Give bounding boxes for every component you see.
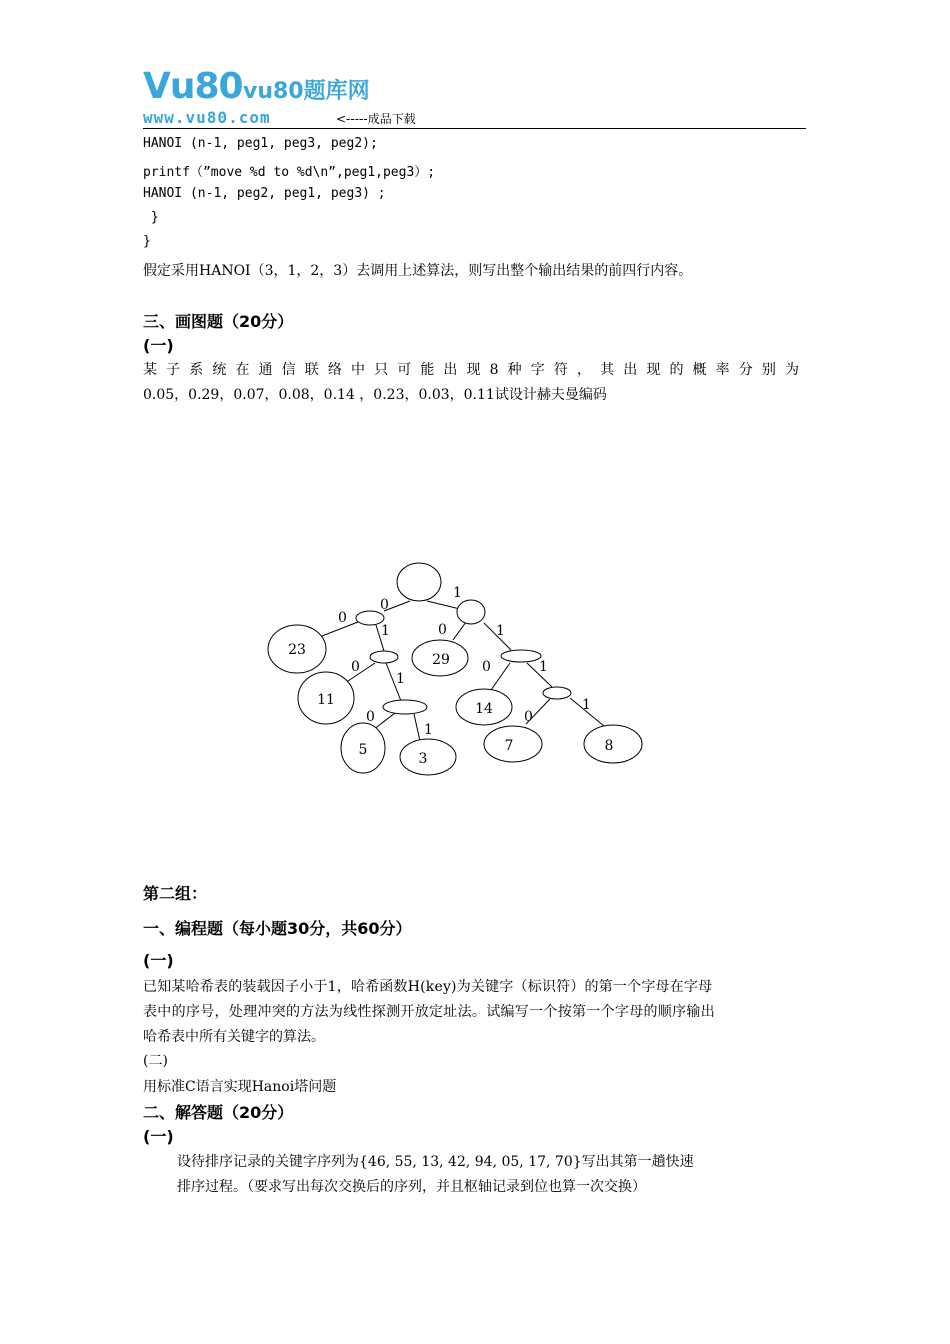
programming-q1-line3: 哈希表中所有关键字的算法。 bbox=[143, 1029, 325, 1045]
answer-q1-line2: 排序过程。（要求写出每次交换后的序列，并且枢轴记录到位也算一次交换） bbox=[177, 1179, 646, 1195]
programming-q2-text: 用标准C语言实现Hanoi塔问题 bbox=[143, 1079, 337, 1095]
edge-label: 0 bbox=[482, 659, 491, 675]
group2-title: 第二组： bbox=[143, 884, 208, 903]
edge-label: 1 bbox=[582, 697, 591, 713]
edge-label: 1 bbox=[539, 659, 548, 675]
section3-line2: 0.05，0.29，0.07，0.08，0.14 ，0.23，0.03，0.11试设计赫夫曼编码 bbox=[143, 387, 607, 403]
tree-node-internal bbox=[543, 687, 571, 699]
edge-label: 1 bbox=[496, 623, 505, 639]
leaf-label-14: 14 bbox=[475, 701, 493, 717]
edge-label: 0 bbox=[338, 610, 347, 626]
question-hanoi-call: 假定采用HANOI（3，1，2，3）去调用上述算法，则写出整个输出结果的前四行内容。 bbox=[143, 263, 693, 279]
tree-node-root bbox=[397, 563, 441, 601]
code-line-5: } bbox=[143, 234, 151, 249]
leaf-label-3: 3 bbox=[418, 751, 428, 767]
programming-q1-line2: 表中的序号，处理冲突的方法为线性探测开放定址法。试编写一个按第一个字母的顺序输出 bbox=[143, 1004, 715, 1020]
edge-label: 1 bbox=[453, 585, 462, 601]
edge-label: 0 bbox=[366, 709, 375, 725]
edge-label: 0 bbox=[438, 622, 447, 638]
answer-q1-sub: (一) bbox=[143, 1127, 174, 1146]
logo-mark: ꓦu80 bbox=[143, 66, 243, 107]
edge-label: 0 bbox=[380, 597, 389, 613]
tree-edge bbox=[345, 663, 375, 683]
leaf-label-5: 5 bbox=[358, 742, 368, 758]
download-link[interactable]: <-----成品下载 bbox=[336, 112, 416, 126]
tree-node-internal bbox=[370, 651, 398, 663]
section3-line1: 某子系统在通信联络中只可能出现8种字符，其出现的概率分别为 bbox=[143, 362, 805, 378]
edge-label: 1 bbox=[424, 722, 433, 738]
leaf-label-11: 11 bbox=[317, 692, 335, 708]
tree-edge bbox=[491, 663, 510, 690]
tree-node-internal bbox=[501, 650, 541, 662]
edge-label: 1 bbox=[381, 623, 390, 639]
tree-edge bbox=[453, 622, 466, 640]
code-line-4: } bbox=[143, 210, 159, 225]
tree-node-internal bbox=[457, 600, 485, 624]
programming-q1-sub: (一) bbox=[143, 951, 174, 970]
programming-section-title: 一、编程题（每小题30分，共60分） bbox=[143, 919, 412, 938]
tree-node-internal bbox=[383, 700, 427, 714]
programming-q1-line1: 已知某哈希表的装载因子小于1，哈希函数H(key)为关键字（标识符）的第一个字母在字母 bbox=[143, 979, 713, 995]
programming-q2-sub: (二) bbox=[143, 1053, 168, 1069]
edge-label: 0 bbox=[524, 709, 533, 725]
tree-leaf-3 bbox=[400, 739, 456, 775]
code-line-2: printf（”move %d to %d\n”,peg1,peg3）; bbox=[143, 165, 436, 180]
leaf-label-8: 8 bbox=[604, 738, 614, 754]
answer-section-title: 二、解答题（20分） bbox=[143, 1103, 294, 1122]
answer-q1-line1: 设待排序记录的关键字序列为{46, 55, 13, 42, 94, 05, 17, 70}写出其第一趟快速 bbox=[177, 1154, 694, 1170]
section3-title: 三、画图题（20分） bbox=[143, 312, 294, 331]
leaf-label-23: 23 bbox=[288, 642, 306, 658]
leaf-label-29: 29 bbox=[432, 652, 450, 668]
logo-url: www.vu80.com bbox=[143, 108, 271, 127]
section3-sub: (一) bbox=[143, 336, 174, 355]
logo-text: vu80题库网 bbox=[243, 79, 370, 104]
leaf-label-7: 7 bbox=[504, 738, 514, 754]
tree-node-internal bbox=[356, 611, 384, 625]
tree-edge bbox=[414, 714, 420, 741]
code-line-1: HANOI (n-1, peg1, peg3, peg2); bbox=[143, 136, 378, 151]
tree-edge bbox=[427, 601, 460, 609]
edge-label: 1 bbox=[396, 671, 405, 687]
code-line-3: HANOI (n-1, peg2, peg1, peg3) ; bbox=[143, 186, 386, 201]
edge-label: 0 bbox=[351, 659, 360, 675]
